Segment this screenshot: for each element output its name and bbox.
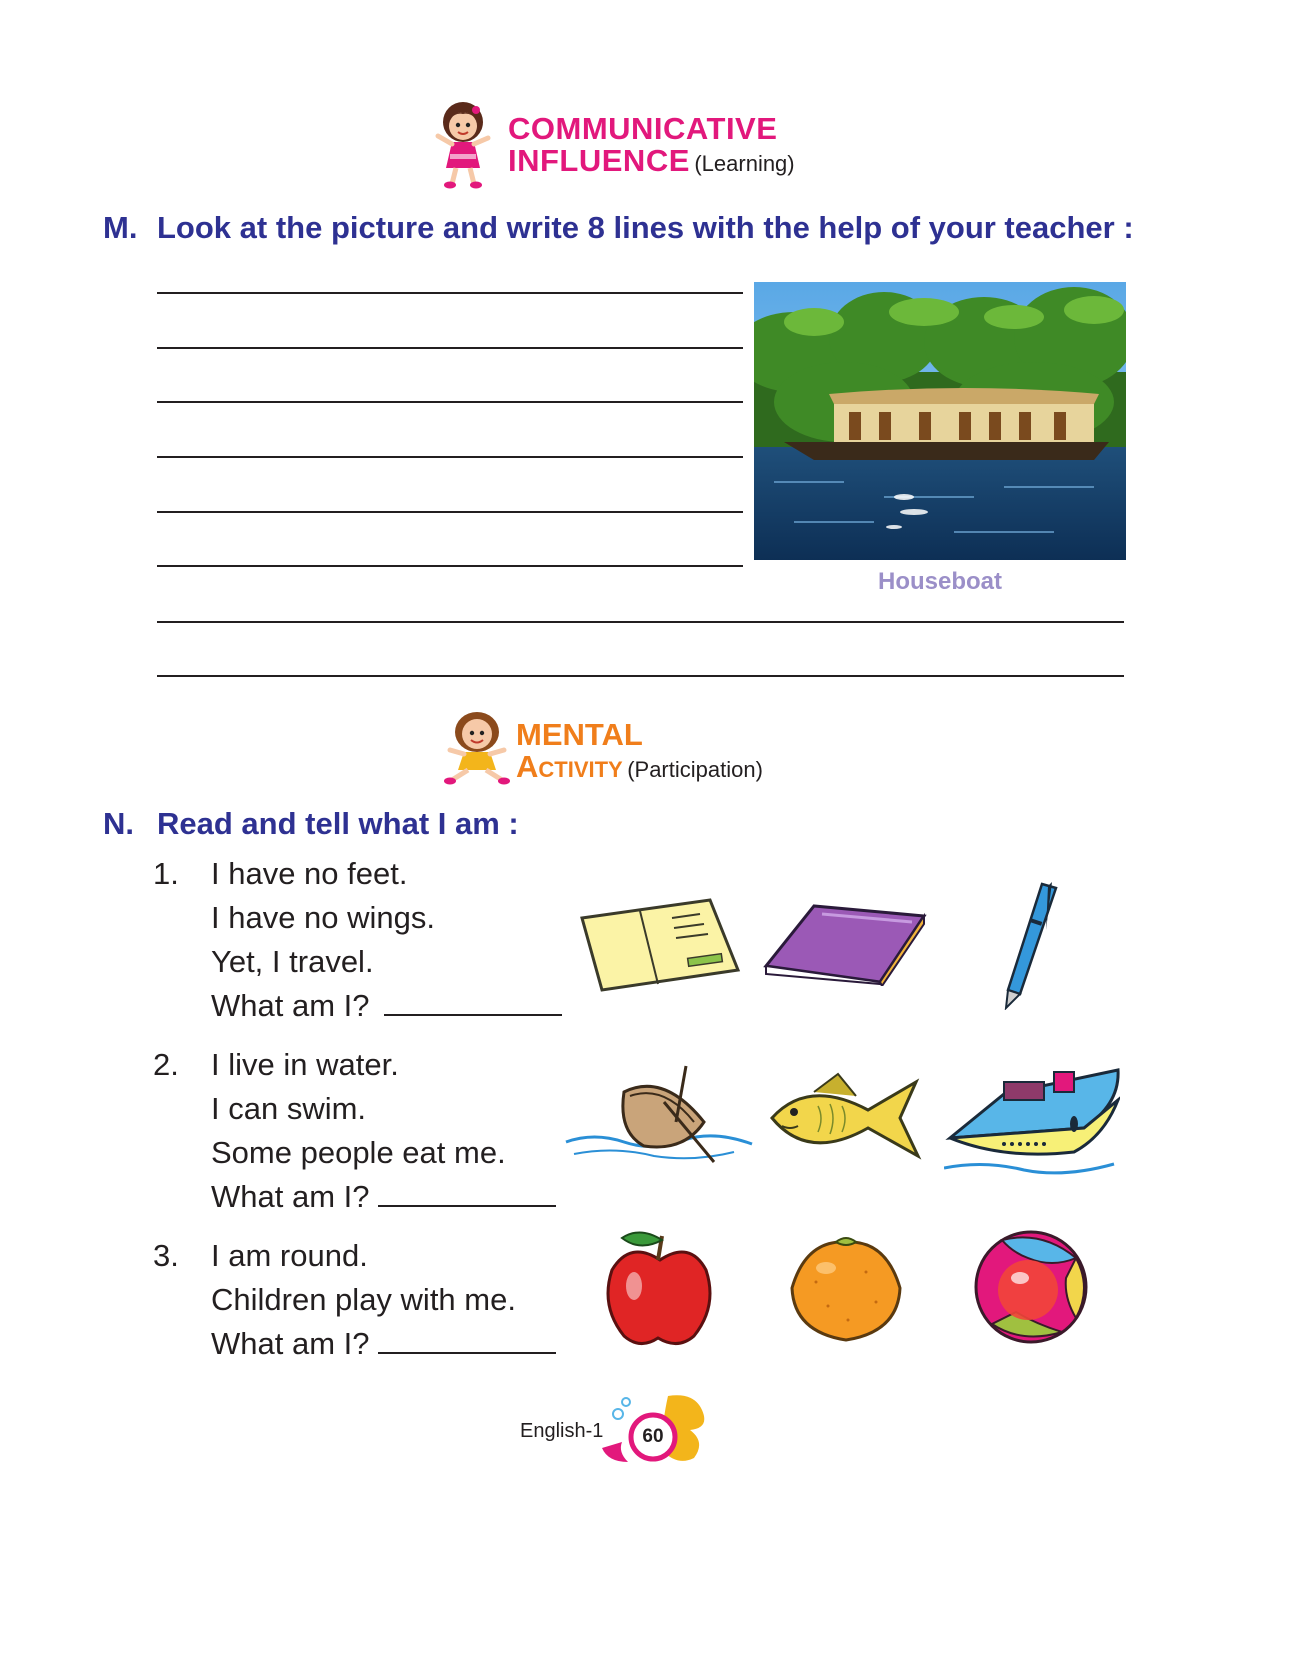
postcard-icon[interactable] [578,896,742,994]
fish-icon[interactable] [768,1070,922,1166]
book-icon[interactable] [762,904,928,986]
mental-activity-header [444,706,824,790]
question-m-heading [103,210,1134,246]
question-n-heading [103,806,519,842]
riddle-1 [153,852,573,1032]
answer-blank[interactable] [384,984,562,1016]
question-m-text: Look at the picture and write 8 lines with the help of your teacher : [157,210,1134,245]
riddle-line: Yet, I travel. [211,944,374,979]
communicative-header [430,98,810,190]
orange-icon[interactable] [786,1232,906,1344]
communicative-subtitle: (Learning) [694,151,795,176]
riddle-line: I have no wings. [211,900,436,935]
question-n-text: Read and tell what I am : [157,806,519,841]
riddle-number: 2. [153,1047,179,1082]
ball-icon[interactable] [972,1228,1090,1346]
riddle-line: What am I? [211,1179,370,1214]
riddle-line: Children play with me. [211,1282,516,1317]
writing-line[interactable] [157,621,1124,623]
ship-icon[interactable] [944,1064,1120,1184]
communicative-title-line2: INFLUENCE [508,143,690,178]
riddle-line: What am I? [211,988,370,1023]
question-m-letter: M. [103,210,138,245]
houseboat-photo [754,282,1126,560]
mental-subtitle: (Participation) [627,757,763,782]
answer-blank[interactable] [378,1175,556,1207]
writing-line[interactable] [157,675,1124,677]
writing-line[interactable] [157,511,743,513]
writing-line[interactable] [157,401,743,403]
riddle-3 [153,1234,573,1374]
writing-line[interactable] [157,565,743,567]
answer-blank[interactable] [378,1322,556,1354]
riddle-2 [153,1043,573,1223]
riddle-line: I can swim. [211,1091,367,1126]
child-mascot-icon [444,706,510,786]
boat-icon[interactable] [564,1062,754,1166]
writing-line[interactable] [157,347,743,349]
mental-title-line2: Activity [516,749,623,784]
riddle-number: 3. [153,1238,179,1273]
communicative-title-line1: COMMUNICATIVE [508,111,778,146]
question-n-letter: N. [103,806,134,841]
writing-line[interactable] [157,292,743,294]
footer-book-name: English-1 [520,1420,604,1442]
riddle-line: I live in water. [211,1047,399,1082]
riddle-line: I have no feet. [211,856,408,891]
pen-icon[interactable] [1000,880,1062,1010]
riddle-number: 1. [153,856,179,891]
writing-line[interactable] [157,456,743,458]
riddle-line: I am round. [211,1238,368,1273]
image-caption: Houseboat [877,568,1002,595]
mental-title-line1: MENTAL [516,717,643,752]
apple-icon[interactable] [600,1226,718,1350]
page-number: 60 [642,1426,664,1447]
riddle-line: What am I? [211,1326,370,1361]
girl-mascot-icon [430,98,496,190]
riddle-line: Some people eat me. [211,1135,506,1170]
